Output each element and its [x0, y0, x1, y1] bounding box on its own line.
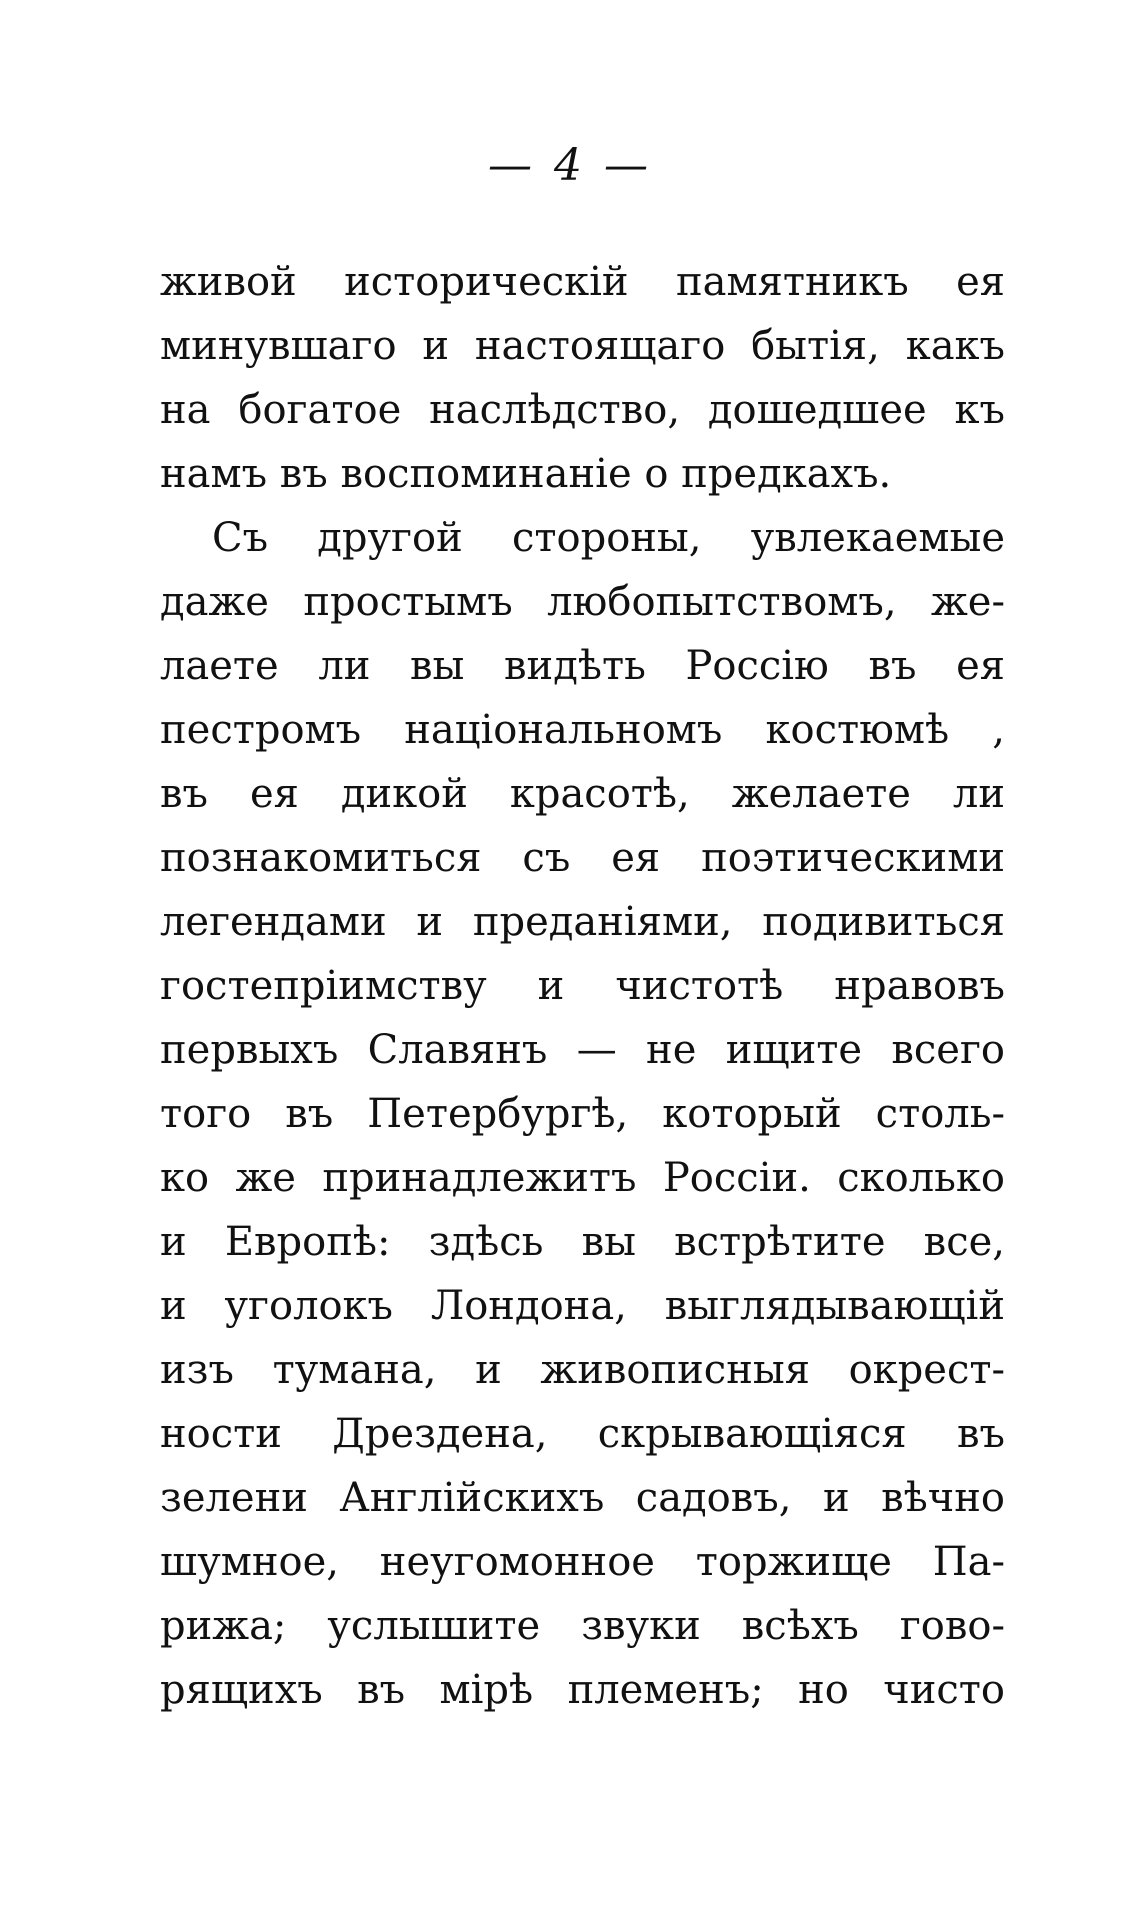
text-line: ко же принадлежитъ Россіи. сколько [160, 1155, 1005, 1201]
text-line: ности Дрездена, скрывающіяся въ [160, 1411, 1005, 1457]
text-line: шумное, неугомонное торжище Па- [160, 1539, 1005, 1585]
text-line: изъ тумана, и живописныя окрест- [160, 1347, 1005, 1393]
text-line: рижа; услышите звуки всѣхъ гово- [160, 1603, 1005, 1649]
text-line: гостепріимству и чистотѣ нравовъ [160, 963, 1005, 1009]
text-line: пестромъ національномъ костюмѣ , [160, 707, 1005, 753]
text-line: легендами и преданіями, подивиться [160, 899, 1005, 945]
text-line: живой историческій памятникъ ея [160, 259, 1005, 305]
text-line: намъ въ воспоминаніе о предкахъ. [160, 451, 892, 497]
text-line: лаете ли вы видѣть Россію въ ея [160, 643, 1005, 689]
text-line: рящихъ въ мірѣ племенъ; но чисто [160, 1667, 1005, 1713]
text-line: Съ другой стороны, увлекаемые [212, 515, 1005, 561]
text-line: первыхъ Славянъ — не ищите всего [160, 1027, 1005, 1073]
paragraph-2 [160, 506, 1005, 1722]
text-line: и уголокъ Лондона, выглядывающій [160, 1283, 1005, 1329]
body-text [160, 250, 1005, 1722]
text-line: даже простымъ любопытствомъ, же- [160, 579, 1005, 625]
text-line: и Европѣ: здѣсь вы встрѣтите все, [160, 1219, 1005, 1265]
text-line: въ ея дикой красотѣ, желаете ли [160, 771, 1005, 817]
text-line: познакомиться съ ея поэтическими [160, 835, 1005, 881]
text-line: того въ Петербургѣ, который столь- [160, 1091, 1005, 1137]
text-line: зелени Англійскихъ садовъ, и вѣчно [160, 1475, 1005, 1521]
text-line: на богатое наслѣдство, дошедшее къ [160, 387, 1005, 433]
paragraph-1 [160, 250, 1005, 506]
page-number: — 4 — [488, 140, 652, 191]
text-line: минувшаго и настоящаго бытія, какъ [160, 323, 1005, 369]
